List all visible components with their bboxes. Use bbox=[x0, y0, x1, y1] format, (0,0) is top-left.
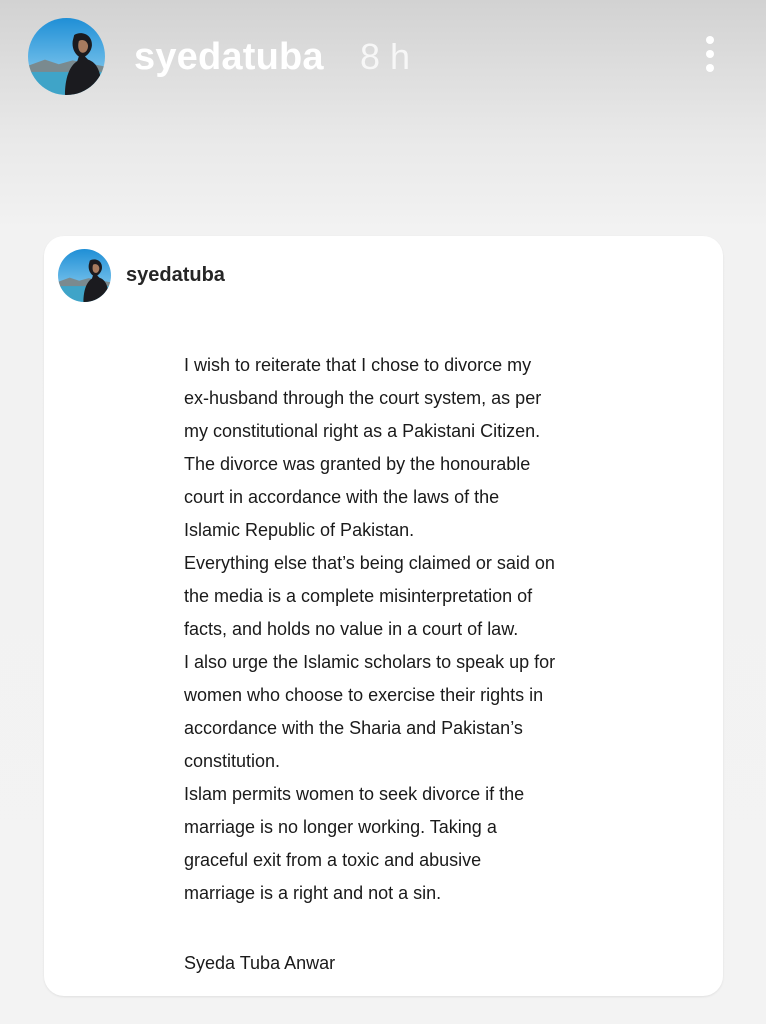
post-text-line: I also urge the Islamic scholars to speak up for bbox=[184, 652, 556, 672]
post-text-line: facts, and holds no value in a court of law. bbox=[184, 619, 519, 639]
post-text-line: Islamic Republic of Pakistan. bbox=[184, 520, 415, 540]
post-text-line: I wish to reiterate that I chose to divorce my bbox=[184, 355, 532, 375]
post-text-line: Everything else that’s being claimed or said on bbox=[184, 553, 555, 573]
post-text-line: the media is a complete misinterpretation of bbox=[184, 586, 533, 606]
post-text bbox=[184, 349, 704, 910]
post-text-line: ex-husband through the court system, as per bbox=[184, 388, 542, 408]
story-timestamp: 8 h bbox=[360, 36, 411, 77]
post-text-line: my constitutional right as a Pakistani Citizen. bbox=[184, 421, 541, 441]
post-avatar[interactable] bbox=[58, 249, 111, 302]
more-options-button[interactable] bbox=[696, 32, 724, 76]
post-text-line: marriage is no longer working. Taking a bbox=[184, 817, 497, 837]
post-text-line: court in accordance with the laws of the bbox=[184, 487, 500, 507]
story-avatar[interactable] bbox=[28, 18, 105, 95]
avatar-photo-icon bbox=[28, 18, 105, 95]
story-header bbox=[0, 0, 766, 120]
post-signature: Syeda Tuba Anwar bbox=[184, 953, 336, 973]
post-text-line: women who choose to exercise their rights in bbox=[184, 685, 544, 705]
post-text-line: accordance with the Sharia and Pakistan’s bbox=[184, 718, 523, 738]
shared-post-card[interactable] bbox=[44, 236, 723, 996]
post-text-line: marriage is a right and not a sin. bbox=[184, 883, 442, 903]
post-text-line: Islam permits women to seek divorce if the bbox=[184, 784, 525, 804]
post-text-line: graceful exit from a toxic and abusive bbox=[184, 850, 482, 870]
post-text-line: The divorce was granted by the honourable bbox=[184, 454, 531, 474]
post-username[interactable]: syedatuba bbox=[126, 264, 225, 286]
post-text-line: constitution. bbox=[184, 751, 281, 771]
more-vertical-icon bbox=[706, 64, 714, 72]
more-vertical-icon bbox=[706, 36, 714, 44]
avatar-photo-icon bbox=[58, 249, 111, 302]
story-username[interactable]: syedatuba bbox=[134, 36, 324, 78]
more-vertical-icon bbox=[706, 50, 714, 58]
